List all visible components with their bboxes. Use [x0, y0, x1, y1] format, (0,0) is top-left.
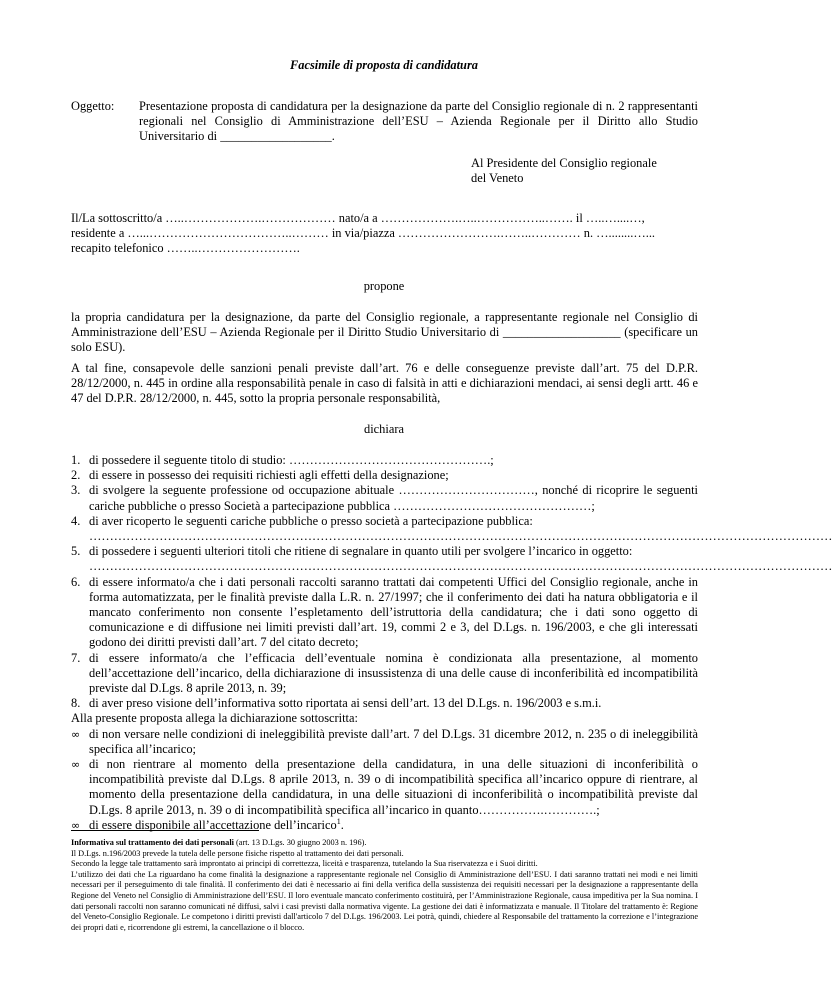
footnote-paragraph-3: L’utilizzo dei dati che La riguardano ha come finalità la designazione a rappresentante regionale nel Consiglio di Amministrazione dell’ESU. I dati saranno trattati nei modi e nei limiti necessari per il perseguimento di tale finalità. Il conferimento dei dati è necessario ai fini della verifica della sussistenza dei requisiti necessari per la designazione a rappresentante della Regione del Veneto nel Consiglio di Amministrazione dell’ESU. Il loro eventuale mancato conferimento costituirà, per l’Amministrazione Regionale, causa impeditiva per la Sua nomina. I dati personali raccolti non saranno comunicati né diffusi, salvi i casi previsti dalla normativa vigente. La gestione dei dati è informatizzata e manuale. Il Titolare del trattamento è: Regione del Veneto-Consiglio Regionale. Le competono i diritti previsti dall'articolo 7 del D.Lgs. 196/2003. Lei potrà, quindi, chiedere al Responsabile del trattamento la correzione e l’integrazione dei propri dati e, ricorrendone gli estremi, la cancellazione o il blocco. [71, 869, 698, 932]
bullet-item: ∞ di essere disponibile all’accettazione dell’incarico$^1$. [71, 816, 344, 832]
footnote-paragraph-1: Il D.Lgs. n.196/2003 prevede la tutela delle persone fisiche rispetto al trattamento dei dati personali. [71, 848, 404, 858]
subject-text: Presentazione proposta di candidatura per la designazione da parte del Consiglio regionale di n. 2 rappresentanti regionali nel Consiglio di Amministrazione dell’ESU – Azienda Regionale per il Diritto allo Studio Universitario di __________________. [139, 99, 698, 144]
document-title: Facsimile di proposta di candidatura [290, 58, 478, 72]
list-item: 3. di svolgere la seguente professione od occupazione abituale ……………………………, nonché di ricoprire le seguenti cariche pubbliche o presso Società a partecipazione pubblica …………………………………………; [71, 483, 698, 513]
attachment-intro: Alla presente proposta allega la dichiarazione sottoscritta: [71, 711, 358, 726]
infinity-bullet-icon: ∞ [71, 758, 81, 772]
list-item: 1. di possedere il seguente titolo di studio: ………………………………………….; [71, 453, 494, 467]
addressee-line-2: del Veneto [471, 171, 524, 186]
list-item: 5. di possedere i seguenti ulteriori titoli che ritiene di segnalare in quanto utili per svolgere l’incarico in oggetto: ……………………………………………………………………………………………………………………………………………………………… [71, 544, 832, 574]
personal-data-line-1: Il/La sottoscritto/a …..……………….……………… nato/a a ……………….…..……………..……. il …..…....…, [71, 211, 645, 225]
bullet-item: ∞ di non rientrare al momento della presentazione della candidatura, in una delle situazioni di inconferibilità o incompatibilità previste dal D.Lgs. 8 aprile 2013, n. 39 o di incompatibilità specifica all’incarico oppure di rientrare, al momento della presentazione della candidatura, in una delle situazioni di inconferibilità o incompatibilità previste dal D.Lgs. 8 aprile 2013, n. 39 o di incompatibilità specifica all’incarico in quanto…………….………….; [71, 757, 698, 817]
infinity-bullet-icon: ∞ [71, 818, 81, 832]
subject-label: Oggetto: [71, 99, 115, 113]
personal-data-line-2: residente a …...……………………………..……… in via/piazza …………………….……..………… n. …........…... [71, 226, 656, 241]
footnote-paragraph-2: Secondo la legge tale trattamento sarà improntato ai principi di correttezza, liceità e trasparenza, tutelando la Sua riservatezza e i Suoi diritti. [71, 859, 538, 869]
footnote-heading: Informativa sul trattamento dei dati personali [71, 838, 234, 847]
footnote-heading-rest: (art. 13 D.Lgs. 30 giugno 2003 n. 196). [233, 838, 367, 847]
dichiara-heading: dichiara [364, 422, 404, 436]
infinity-bullet-icon: ∞ [71, 727, 81, 741]
subject-block [71, 99, 698, 145]
list-item: 8. di aver preso visione dell’informativa sotto riportata ai sensi dell’art. 13 del D.Lgs. n. 196/2003 e s.m.i. [71, 696, 602, 711]
footnote-separator [71, 830, 259, 831]
footnote-reference[interactable]: 1 [336, 816, 341, 826]
personal-data-block [71, 211, 698, 257]
list-item: 2. di essere in possesso dei requisiti richiesti agli effetti della designazione; [71, 468, 449, 483]
fill-in-dots: ……………………………………………………………………………………………………………………………………………………………… [89, 529, 832, 544]
propone-heading: propone [363, 279, 405, 293]
list-item: 6. di essere informato/a che i dati personali raccolti saranno trattati dai competenti Uffici del Consiglio regionale, anche in forma automatizzata, per le finalità previste dalla L.R. n. 27/1997; che il conferimento dei dati ha natura obbligatoria e il mancato conferimento non consente l’espletamento dell’istruttoria della candidatura; che i dati sono oggetto di comunicazione e di diffusione nei limiti previsti dall’art. 19, commi 2 e 3, del D.Lgs. n. 196/2003, e che gli interessati godono dei diritti previsti dall’art. 7 del citato decreto; [71, 574, 698, 650]
candidacy-paragraph: la propria candidatura per la designazione, da parte del Consiglio regionale, a rappresentante regionale nel Consiglio di Amministrazione dell’ESU – Azienda Regionale per il Diritto Studio Universitario di ___________________ (specificare un solo ESU). [71, 310, 698, 355]
footnote-block [71, 838, 698, 933]
list-item: 4. di aver ricoperto le seguenti cariche pubbliche o presso società a partecipazione pubblica: ……………………………………………………………………………………………………………………………………………………………… [71, 513, 832, 544]
fill-in-dots: ……………………………………………………………………………………………………………………………………………………………… [89, 559, 832, 574]
bullet-item: ∞ di non versare nelle condizioni di ineleggibilità previste dall’art. 7 del D.Lgs. 31 dicembre 2012, n. 235 o di ineleggibilità specifica all’incarico; [71, 726, 698, 756]
addressee-block [471, 156, 711, 186]
addressee-line-1: Al Presidente del Consiglio regionale [471, 156, 657, 170]
list-item: 7. di essere informato/a che l’efficacia dell’eventuale nomina è condizionata alla presentazione, al momento dell’accettazione dell’incarico, della dichiarazione di insussistenza di una delle cause di inconferibilità ed incompatibilità previste dal D.Lgs. 8 aprile 2013, n. 39; [71, 650, 698, 696]
declaration-intro-paragraph: A tal fine, consapevole delle sanzioni penali previste dall’art. 76 e delle conseguenze previste dall’art. 75 del D.P.R. 28/12/2000, n. 445 in ordine alla responsabilità penale in caso di falsità in atti e dichiarazioni mendaci, ai sensi degli artt. 46 e 47 del D.P.R. 28/12/2000, n. 445, sotto la propria personale responsabilità, [71, 361, 698, 406]
personal-data-line-3: recapito telefonico ……..……………………. [71, 241, 300, 256]
declaration-list [71, 453, 832, 833]
